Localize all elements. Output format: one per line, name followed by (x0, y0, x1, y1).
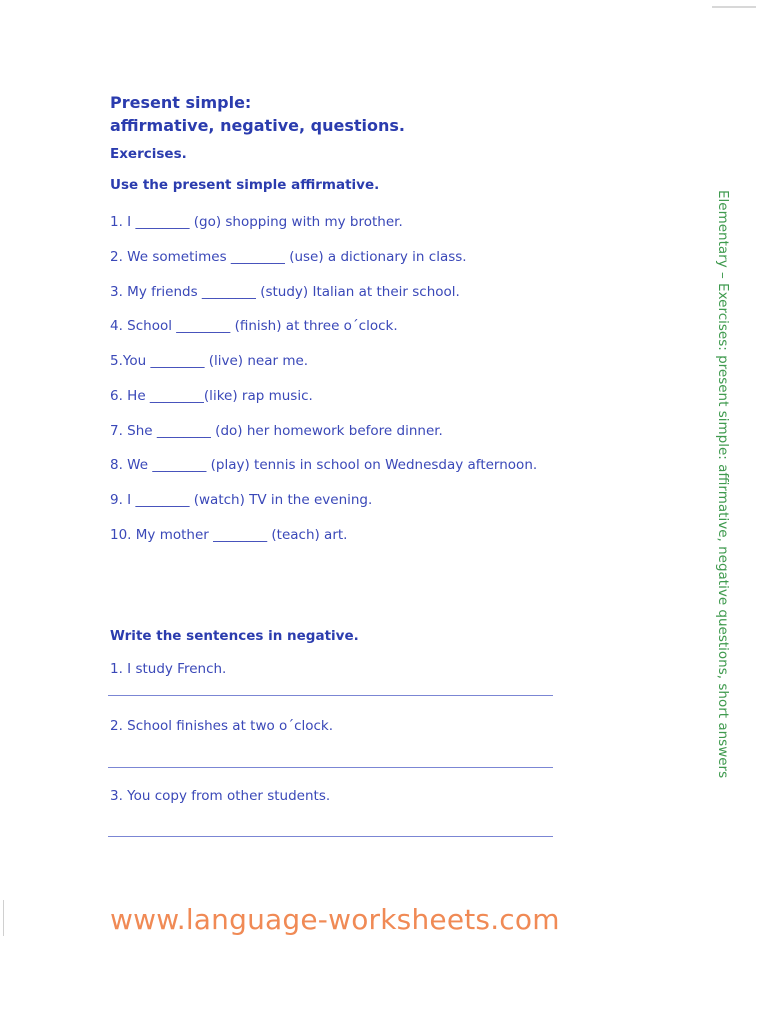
side-caption: Elementary – Exercises: present simple: affirmative, negative questions, short answers (715, 190, 731, 779)
page-edge-mark (3, 900, 4, 936)
exercise-item-5: 5.You ________ (live) near me. (110, 353, 309, 369)
section-2-heading: Write the sentences in negative. (110, 628, 359, 644)
negative-item-3: 3. You copy from other students. (110, 788, 331, 804)
exercise-item-8: 8. We ________ (play) tennis in school on Wednesday afternoon. (110, 457, 538, 473)
negative-item-1: 1. I study French. (110, 661, 227, 677)
exercises-label: Exercises. (110, 146, 187, 162)
exercise-item-3: 3. My friends ________ (study) Italian at their school. (110, 284, 460, 300)
answer-line-2[interactable] (108, 767, 553, 768)
exercise-item-2: 2. We sometimes ________ (use) a dictionary in class. (110, 249, 467, 265)
exercise-item-9: 9. I ________ (watch) TV in the evening. (110, 492, 373, 508)
section-1-heading: Use the present simple affirmative. (110, 177, 380, 193)
exercise-item-6: 6. He ________(like) rap music. (110, 388, 313, 404)
corner-mark (712, 6, 756, 8)
page-title-line-1: Present simple: (110, 93, 252, 112)
exercise-item-10: 10. My mother ________ (teach) art. (110, 527, 348, 543)
exercise-item-7: 7. She ________ (do) her homework before dinner. (110, 423, 443, 439)
exercise-item-1: 1. I ________ (go) shopping with my brother. (110, 214, 403, 230)
page-title-line-2: affirmative, negative, questions. (110, 116, 405, 135)
exercise-item-4: 4. School ________ (finish) at three o´clock. (110, 318, 398, 334)
negative-item-2: 2. School finishes at two o´clock. (110, 718, 334, 734)
answer-line-3[interactable] (108, 836, 553, 837)
answer-line-1[interactable] (108, 695, 553, 696)
footer-url[interactable]: www.language-worksheets.com (110, 903, 560, 936)
